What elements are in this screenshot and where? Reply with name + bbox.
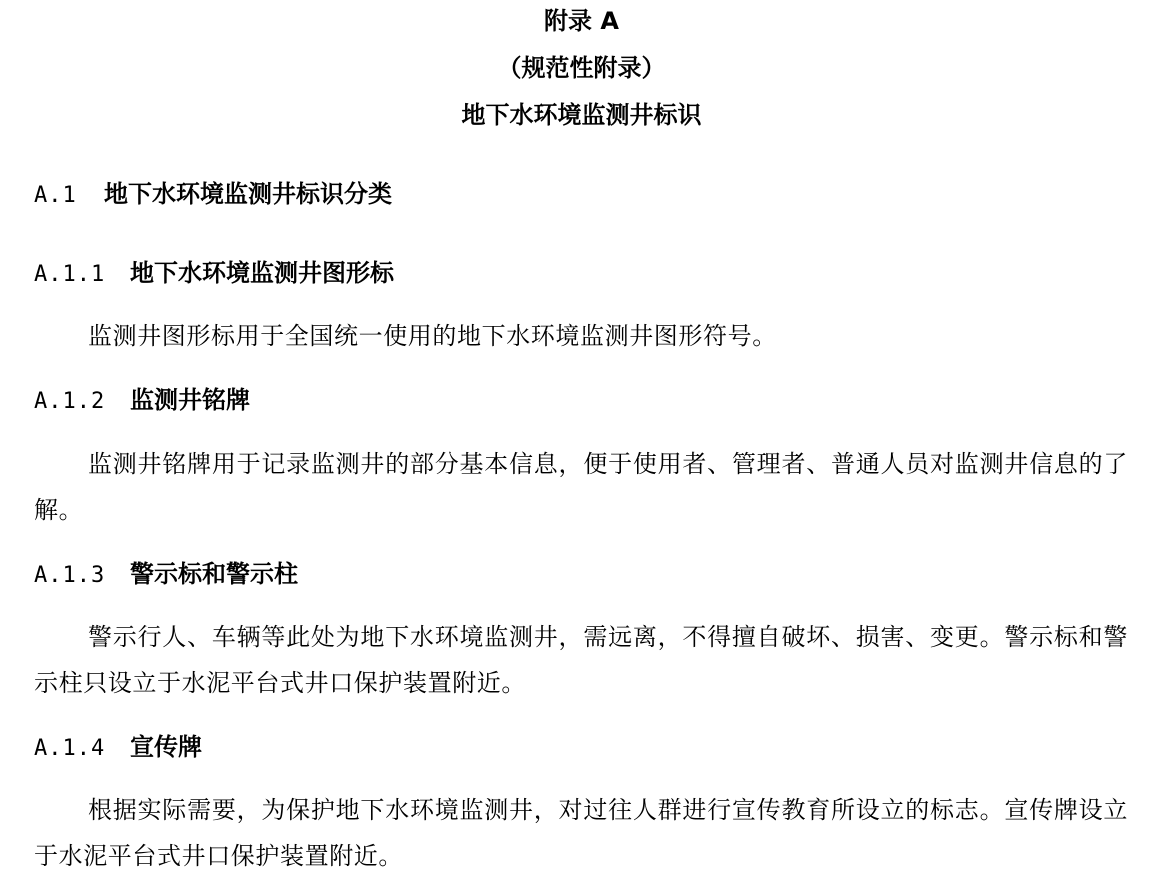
subsection-number: A.1.4 [34,736,106,761]
paragraph: 警示行人、车辆等此处为地下水环境监测井，需远离，不得擅自破坏、损害、变更。警示标和警示柱只设立于水泥平台式井口保护装置附近。 [34,623,1128,697]
subsection-title: 监测井铭牌 [130,386,250,414]
paragraph: 监测井图形标用于全国统一使用的地下水环境监测井图形符号。 [88,322,777,350]
subsection-heading [34,258,394,290]
subsection-title: 警示标和警示柱 [130,560,298,588]
subsection-number: A.1.2 [34,389,106,414]
appendix-label: 附录 A [544,7,619,35]
subsection-heading [34,732,202,764]
subsection-number: A.1.3 [34,563,106,588]
section-heading [34,179,392,211]
subsection-title: 宣传牌 [130,733,202,761]
subsection-title: 地下水环境监测井图形标 [130,259,394,287]
section-number: A.1 [34,183,77,208]
appendix-title: 地下水环境监测井标识 [461,101,702,129]
paragraph: 根据实际需要，为保护地下水环境监测井，对过往人群进行宣传教育所设立的标志。宣传牌设立于水泥平台式井口保护装置附近。 [34,796,1128,870]
subsection-heading [34,559,298,591]
subsection-number: A.1.1 [34,262,106,287]
paragraph: 监测井铭牌用于记录监测井的部分基本信息，便于使用者、管理者、普通人员对监测井信息的了解。 [34,450,1128,524]
subsection-heading [34,385,250,417]
appendix-type: （规范性附录） [497,54,666,82]
section-title: 地下水环境监测井标识分类 [104,180,392,208]
